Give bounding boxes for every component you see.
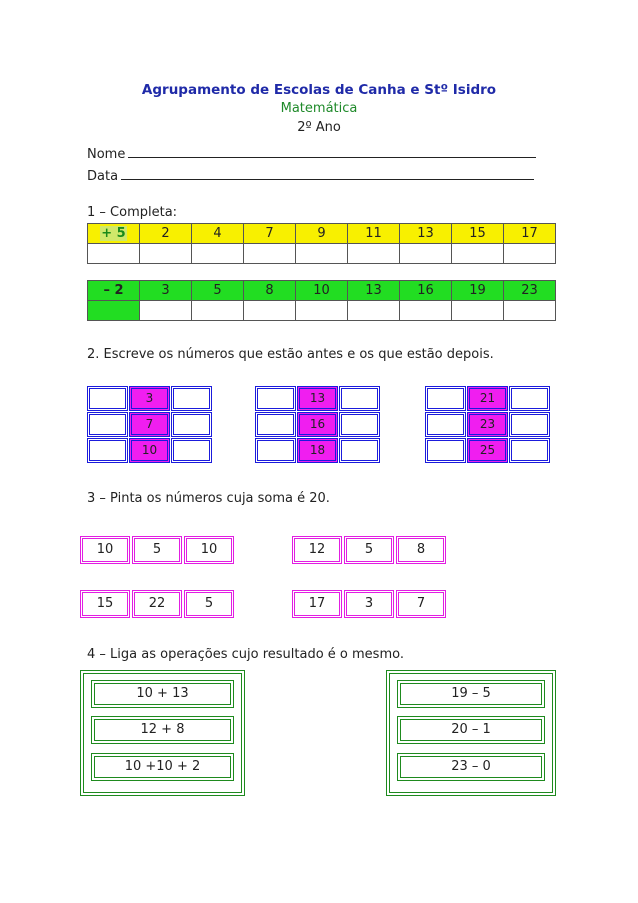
sum-number[interactable]: 10 — [80, 536, 130, 564]
section3-title: 3 – Pinta os números cuja soma é 20. — [87, 491, 330, 506]
date-label: Data — [87, 169, 119, 184]
plus-value: 15 — [452, 224, 504, 244]
right-operation[interactable]: 23 – 0 — [397, 753, 545, 781]
given-number: 18 — [297, 438, 338, 463]
minus-value: 19 — [452, 281, 504, 301]
neighbor-grid-3 — [425, 386, 550, 463]
given-number: 7 — [129, 412, 170, 437]
left-operation[interactable]: 10 + 13 — [91, 680, 234, 708]
minus-value: 23 — [504, 281, 556, 301]
given-number: 3 — [129, 386, 170, 411]
answer-cell[interactable] — [192, 244, 244, 264]
before-cell[interactable] — [255, 386, 296, 411]
answer-cell[interactable] — [296, 301, 348, 321]
plus-value: 2 — [140, 224, 192, 244]
answer-cell[interactable] — [504, 244, 556, 264]
minus-op: – 2 — [88, 281, 140, 301]
plus-value: 17 — [504, 224, 556, 244]
sum-number[interactable]: 10 — [184, 536, 234, 564]
given-number: 10 — [129, 438, 170, 463]
sum-number[interactable]: 15 — [80, 590, 130, 618]
given-number: 23 — [467, 412, 508, 437]
answer-cell[interactable] — [348, 301, 400, 321]
before-cell[interactable] — [425, 438, 466, 463]
plus-value: 4 — [192, 224, 244, 244]
before-cell[interactable] — [255, 438, 296, 463]
answer-cell[interactable] — [244, 301, 296, 321]
sum-number[interactable]: 12 — [292, 536, 342, 564]
after-cell[interactable] — [339, 412, 380, 437]
left-operation[interactable]: 10 +10 + 2 — [91, 753, 234, 781]
answer-cell[interactable] — [504, 301, 556, 321]
minus-value: 3 — [140, 281, 192, 301]
plus-op: + 5 — [101, 226, 126, 241]
minus-op-blank — [88, 301, 140, 321]
sum-number[interactable]: 8 — [396, 536, 446, 564]
plus-value: 11 — [348, 224, 400, 244]
minus-value: 16 — [400, 281, 452, 301]
given-number: 13 — [297, 386, 338, 411]
before-cell[interactable] — [425, 412, 466, 437]
section2-title: 2. Escreve os números que estão antes e os que estão depois. — [87, 347, 494, 362]
sum-number[interactable]: 5 — [132, 536, 182, 564]
neighbor-grid-1 — [87, 386, 212, 463]
before-cell[interactable] — [425, 386, 466, 411]
plus-five-table — [87, 223, 556, 264]
grade: 2º Ano — [297, 120, 341, 135]
after-cell[interactable] — [339, 386, 380, 411]
answer-cell[interactable] — [452, 301, 504, 321]
answer-cell[interactable] — [400, 301, 452, 321]
plus-value: 13 — [400, 224, 452, 244]
section1-title: 1 – Completa: — [87, 205, 178, 220]
sum-group-1 — [80, 536, 234, 564]
after-cell[interactable] — [509, 386, 550, 411]
minus-value: 10 — [296, 281, 348, 301]
after-cell[interactable] — [171, 412, 212, 437]
date-row — [87, 168, 534, 184]
section4-title: 4 – Liga as operações cujo resultado é o mesmo. — [87, 647, 404, 662]
sum-group-4 — [292, 590, 446, 618]
answer-cell[interactable] — [192, 301, 244, 321]
plus-op-blank — [88, 244, 140, 264]
neighbor-grid-2 — [255, 386, 380, 463]
right-operation[interactable]: 19 – 5 — [397, 680, 545, 708]
answer-cell[interactable] — [400, 244, 452, 264]
sum-number[interactable]: 17 — [292, 590, 342, 618]
sum-number[interactable]: 22 — [132, 590, 182, 618]
answer-cell[interactable] — [452, 244, 504, 264]
answer-cell[interactable] — [296, 244, 348, 264]
before-cell[interactable] — [87, 386, 128, 411]
left-operation[interactable]: 12 + 8 — [91, 716, 234, 744]
sum-number[interactable]: 5 — [184, 590, 234, 618]
before-cell[interactable] — [255, 412, 296, 437]
minus-value: 13 — [348, 281, 400, 301]
sum-group-2 — [292, 536, 446, 564]
plus-op-cell — [88, 224, 140, 244]
name-field[interactable] — [128, 146, 536, 158]
given-number: 16 — [297, 412, 338, 437]
minus-value: 8 — [244, 281, 296, 301]
answer-cell[interactable] — [140, 244, 192, 264]
after-cell[interactable] — [509, 438, 550, 463]
answer-cell[interactable] — [140, 301, 192, 321]
date-field[interactable] — [121, 168, 534, 180]
sum-number[interactable]: 5 — [344, 536, 394, 564]
after-cell[interactable] — [339, 438, 380, 463]
plus-value: 9 — [296, 224, 348, 244]
before-cell[interactable] — [87, 438, 128, 463]
minus-two-table — [87, 280, 556, 321]
answer-cell[interactable] — [244, 244, 296, 264]
after-cell[interactable] — [509, 412, 550, 437]
sum-number[interactable]: 3 — [344, 590, 394, 618]
school-name: Agrupamento de Escolas de Canha e Stº Isidro — [141, 82, 497, 98]
minus-value: 5 — [192, 281, 244, 301]
before-cell[interactable] — [87, 412, 128, 437]
name-row — [87, 146, 536, 162]
given-number: 25 — [467, 438, 508, 463]
right-operation[interactable]: 20 – 1 — [397, 716, 545, 744]
after-cell[interactable] — [171, 386, 212, 411]
name-label: Nome — [87, 147, 126, 162]
subject: Matemática — [280, 101, 358, 116]
sum-group-3 — [80, 590, 234, 618]
answer-cell[interactable] — [348, 244, 400, 264]
plus-value: 7 — [244, 224, 296, 244]
given-number: 21 — [467, 386, 508, 411]
after-cell[interactable] — [171, 438, 212, 463]
sum-number[interactable]: 7 — [396, 590, 446, 618]
